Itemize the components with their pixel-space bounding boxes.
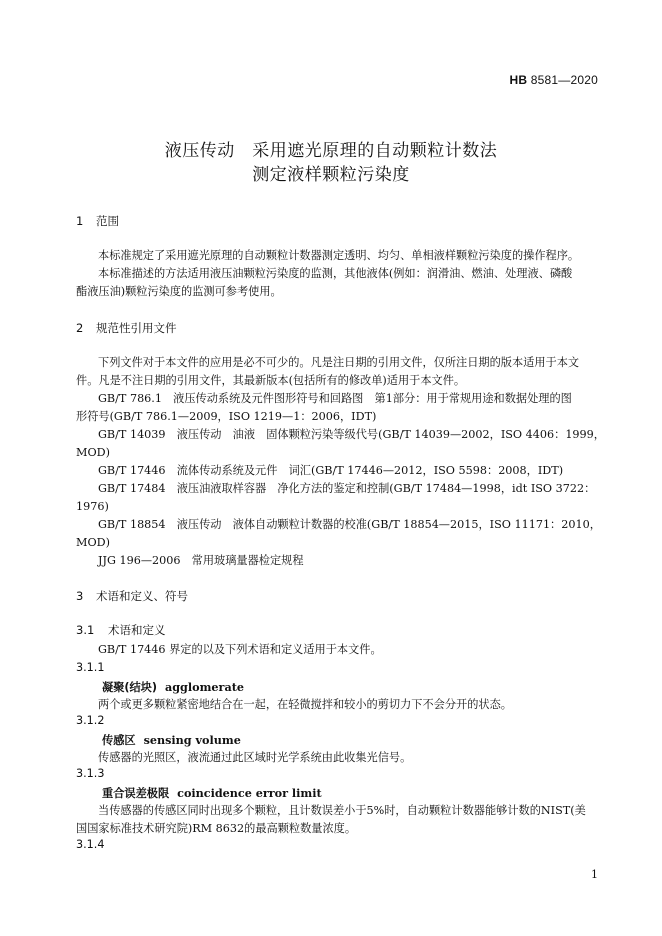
- reference-item: GB/T 17484 液压油液取样容器 净化方法的鉴定和控制(GB/T 17484—1998，idt ISO 3722：: [98, 482, 596, 495]
- term-number: 3.1.4: [76, 838, 105, 851]
- section-1-paragraph-2-cont: 酯液压油)颗粒污染度的监测可参考使用。: [76, 285, 282, 298]
- term-definition-cont: 国国家标准技术研究院)RM 8632的最高颗粒数量浓度。: [76, 822, 357, 835]
- section-2-heading: 2 规范性引用文件: [76, 321, 177, 335]
- document-title-line2: 测定液样颗粒污染度: [252, 165, 410, 185]
- reference-item: JJG 196—2006 常用玻璃量器检定规程: [98, 554, 304, 567]
- standard-number: HB 8581—2020: [509, 73, 598, 87]
- section-1-heading: 1 范围: [76, 214, 119, 228]
- term-number: 3.1.1: [76, 661, 105, 674]
- section-1-paragraph-1: 本标准规定了采用遮光原理的自动颗粒计数器测定透明、均匀、单相液样颗粒污染度的操作程序。: [98, 249, 580, 262]
- term-title: 凝聚(结块) agglomerate: [102, 680, 244, 694]
- section-1-paragraph-2: 本标准描述的方法适用液压油颗粒污染度的监测，其他液体(例如：润滑油、燃油、处理液、磷酸: [98, 267, 573, 280]
- reference-item: GB/T 17446 流体传动系统及元件 词汇(GB/T 17446—2012，ISO 5598：2008，IDT): [98, 464, 564, 477]
- section-2-intro-cont: 件。凡是不注日期的引用文件，其最新版本(包括所有的修改单)适用于本文件。: [76, 374, 466, 387]
- reference-item-cont: MOD): [76, 446, 110, 459]
- reference-item-cont: 形符号(GB/T 786.1—2009，ISO 1219—1：2006，IDT): [76, 410, 377, 423]
- term-number: 3.1.3: [76, 767, 105, 780]
- reference-item-cont: MOD): [76, 536, 110, 549]
- term-number: 3.1.2: [76, 714, 105, 727]
- term-title: 传感区 sensing volume: [102, 733, 241, 747]
- term-definition: 两个或更多颗粒紧密地结合在一起，在轻微搅拌和较小的剪切力下不会分开的状态。: [98, 698, 512, 711]
- section-3-heading: 3 术语和定义、符号: [76, 589, 188, 603]
- term-definition: 当传感器的传感区同时出现多个颗粒，且计数误差小于5%时，自动颗粒计数器能够计数的NIST(美: [98, 804, 586, 817]
- reference-item-cont: 1976): [76, 500, 109, 513]
- section-3-1-heading: 3.1 术语和定义: [76, 623, 166, 637]
- page-number: 1: [591, 868, 598, 881]
- term-definition: 传感器的光照区，液流通过此区域时光学系统由此收集光信号。: [98, 751, 412, 764]
- section-3-1-intro: GB/T 17446 界定的以及下列术语和定义适用于本文件。: [98, 643, 382, 656]
- term-title: 重合误差极限 coincidence error limit: [102, 786, 322, 800]
- reference-item: GB/T 786.1 液压传动系统及元件图形符号和回路图 第1部分：用于常规用途和数据处理的图: [98, 392, 572, 405]
- reference-item: GB/T 18854 液压传动 液体自动颗粒计数器的校准(GB/T 18854—2015，ISO 11171：2010，: [98, 518, 601, 531]
- document-title-line1: 液压传动 采用遮光原理的自动颗粒计数法: [164, 141, 498, 161]
- section-2-intro: 下列文件对于本文件的应用是必不可少的。凡是注日期的引用文件，仅所注日期的版本适用于本文: [98, 356, 580, 369]
- reference-item: GB/T 14039 液压传动 油液 固体颗粒污染等级代号(GB/T 14039—2002，ISO 4406：1999，: [98, 428, 605, 441]
